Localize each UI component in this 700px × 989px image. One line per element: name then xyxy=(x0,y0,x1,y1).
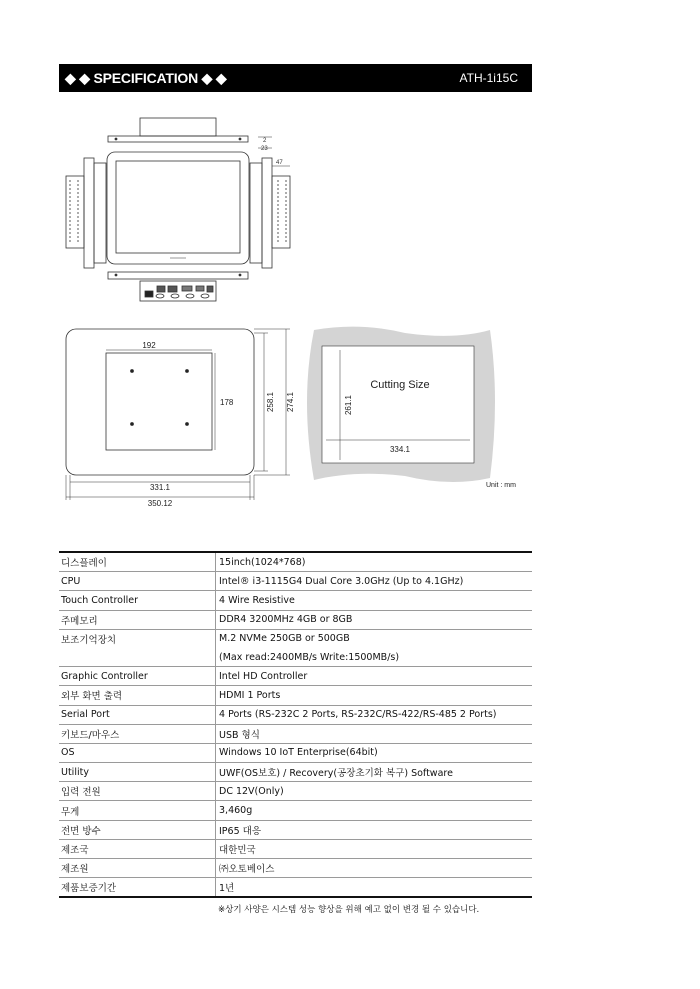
dim-width-inner: 192 xyxy=(142,341,156,350)
cutting-size-label: Cutting Size xyxy=(370,379,430,391)
spec-value: Windows 10 IoT Enterprise(64bit) xyxy=(216,743,533,762)
spec-label: 전면 방수 xyxy=(59,820,216,839)
spec-label: Utility xyxy=(59,763,216,782)
spec-value: 1년 xyxy=(216,878,533,898)
table-row xyxy=(59,667,532,686)
spec-title: ◆ ◆ SPECIFICATION ◆ ◆ xyxy=(65,69,227,86)
front-view-drawing xyxy=(66,329,290,500)
spec-value: USB 형식 xyxy=(216,724,533,743)
table-row xyxy=(59,686,532,705)
spec-value: IP65 대응 xyxy=(216,820,533,839)
spec-value: 15inch(1024*768) xyxy=(216,552,533,572)
spec-label: 디스플레이 xyxy=(59,552,216,572)
dim-label: 23 xyxy=(261,146,268,152)
spec-value: DDR4 3200MHz 4GB or 8GB xyxy=(216,610,533,629)
spec-label: Serial Port xyxy=(59,705,216,724)
spec-value: M.2 NVMe 250GB or 500GB xyxy=(219,633,350,645)
spec-value: HDMI 1 Ports xyxy=(216,686,533,705)
dim-cut-height: 261.1 xyxy=(344,394,353,416)
table-row xyxy=(59,801,532,820)
table-row xyxy=(59,552,532,572)
table-row xyxy=(59,763,532,782)
spec-table xyxy=(59,551,532,898)
table-row xyxy=(59,705,532,724)
spec-header-bar xyxy=(59,64,532,92)
spec-value: 3,460g xyxy=(216,801,533,820)
table-row xyxy=(59,572,532,591)
dim-label: 2 xyxy=(263,138,267,144)
dim-height-b: 274.1 xyxy=(286,391,295,413)
dim-label: 47 xyxy=(276,160,283,166)
spec-value: UWF(OS보호) / Recovery(공장초기화 복구) Software xyxy=(216,763,533,782)
spec-label: 보조기억장치 xyxy=(59,629,216,648)
footnote: ※상기 사양은 시스템 성능 향상을 위해 예고 없이 변경 될 수 있습니다. xyxy=(218,905,480,915)
table-row xyxy=(59,820,532,839)
spec-label: Touch Controller xyxy=(59,591,216,610)
table-row xyxy=(59,648,532,667)
spec-value: DC 12V(Only) xyxy=(216,782,533,801)
spec-value: ㈜오토베이스 xyxy=(216,859,533,878)
spec-label xyxy=(59,648,216,667)
table-row xyxy=(59,743,532,762)
table-row xyxy=(59,629,532,648)
spec-label: 제조국 xyxy=(59,839,216,858)
table-row xyxy=(59,839,532,858)
model-number: ATH-1i15C xyxy=(459,71,518,85)
unit-label: Unit : mm xyxy=(486,482,516,489)
spec-label: OS xyxy=(59,743,216,762)
spec-value: 4 Ports (RS-232C 2 Ports, RS-232C/RS-422/RS-485 2 Ports) xyxy=(216,705,533,724)
dim-width-a: 331.1 xyxy=(149,483,171,492)
spec-label: 주메모리 xyxy=(59,610,216,629)
table-row xyxy=(59,859,532,878)
spec-label: 무게 xyxy=(59,801,216,820)
spec-label: 입력 전원 xyxy=(59,782,216,801)
cutout-drawing xyxy=(307,327,495,482)
table-row xyxy=(59,591,532,610)
table-row xyxy=(59,878,532,898)
spec-label: 제품보증기간 xyxy=(59,878,216,898)
spec-label: CPU xyxy=(59,572,216,591)
table-row xyxy=(59,610,532,629)
spec-value: 4 Wire Resistive xyxy=(216,591,533,610)
spec-label: 키보드/마우스 xyxy=(59,724,216,743)
dim-cut-width: 334.1 xyxy=(389,445,411,454)
technical-drawing xyxy=(59,110,532,520)
table-row xyxy=(59,782,532,801)
spec-label: 제조원 xyxy=(59,859,216,878)
spec-value: Intel® i3-1115G4 Dual Core 3.0GHz (Up to 4.1GHz) xyxy=(216,572,533,591)
top-view-drawing xyxy=(66,118,290,301)
spec-label: 외부 화면 출력 xyxy=(59,686,216,705)
dim-height-a: 258.1 xyxy=(266,391,275,413)
dim-height-inner: 178 xyxy=(220,398,234,407)
dim-width-b: 350.12 xyxy=(147,499,173,508)
spec-value: Intel HD Controller xyxy=(216,667,533,686)
spec-value: 대한민국 xyxy=(216,839,533,858)
spec-label: Graphic Controller xyxy=(59,667,216,686)
table-row xyxy=(59,724,532,743)
spec-value: (Max read:2400MB/s Write:1500MB/s) xyxy=(216,648,533,667)
